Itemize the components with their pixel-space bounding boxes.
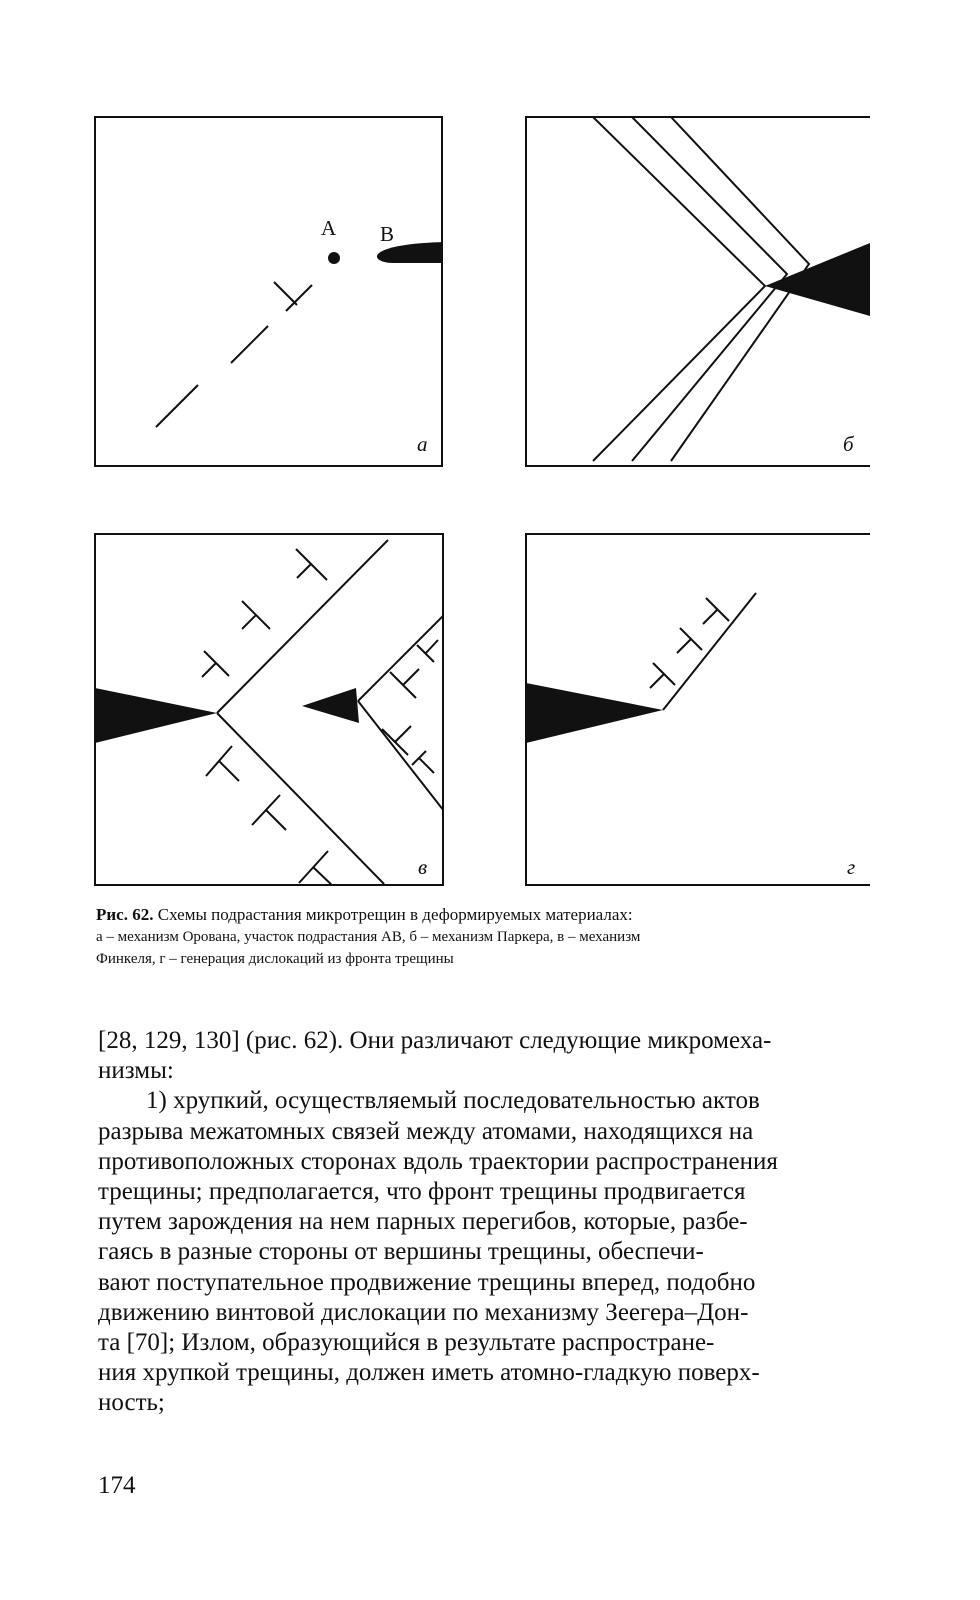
body-text	[98, 1026, 868, 1419]
body-line: движению винтовой дислокации по механизму Зеегера–Дон-	[98, 1298, 749, 1326]
body-line: гаясь в разные стороны от вершины трещины, обеспечи-	[98, 1238, 704, 1266]
panel-letter-b: б	[843, 432, 854, 456]
body-line: разрыва межатомных связей между атомами, находящихся на	[98, 1117, 754, 1145]
figure-panel-a	[94, 116, 443, 467]
figure-caption	[96, 904, 871, 970]
body-line: вают поступательное продвижение трещины вперед, подобно	[98, 1268, 756, 1296]
panel-letter-g: г	[847, 855, 856, 879]
dislocation-generation-diagram	[525, 533, 870, 886]
figure-panel-v	[94, 533, 444, 886]
caption-line-3: Финкеля, г – генерация дислокаций из фронта трещины	[96, 951, 454, 967]
point-label-b: B	[380, 222, 395, 246]
body-line: та [70]; Излом, образующийся в результате распростране-	[98, 1329, 715, 1357]
caption-text: Схемы подрастания микротрещин в деформируемых материалах:	[157, 905, 633, 924]
body-line: 1) хрупкий, осуществляемый последовательностью актов	[146, 1087, 760, 1115]
oroan-mechanism-diagram	[94, 116, 443, 467]
body-line: путем зарождения на нем парных перегибов, которые, разбе-	[98, 1208, 748, 1236]
body-line: ность;	[98, 1389, 165, 1417]
main-crack	[95, 688, 217, 743]
body-line: [28, 129, 130] (рис. 62). Они различают следующие микромеха-	[98, 1027, 772, 1054]
caption-prefix: Рис. 62.	[96, 905, 154, 924]
crack-wedge	[526, 683, 663, 743]
body-line: ния хрупкой трещины, должен иметь атомно-гладкую поверх-	[98, 1359, 760, 1387]
page-number: 174	[98, 1472, 136, 1499]
point-label-a: A	[321, 216, 337, 240]
body-line: трещины; предполагается, что фронт трещины продвигается	[98, 1178, 746, 1206]
point-a-dot	[328, 252, 340, 264]
parker-mechanism-diagram	[525, 116, 870, 467]
secondary-crack	[302, 688, 359, 723]
panel-letter-a: а	[417, 432, 428, 456]
body-line: низмы:	[98, 1057, 174, 1085]
figure-panel-b	[525, 116, 870, 467]
finkel-mechanism-diagram	[94, 533, 444, 886]
caption-line-1	[96, 904, 871, 926]
panel-letter-v: в	[418, 855, 428, 879]
caption-line-2: а – механизм Орована, участок подрастания AB, б – механизм Паркера, в – механизм	[96, 929, 641, 945]
body-line: противоположных сторонах вдоль траектории распространения	[98, 1147, 778, 1175]
figure-panel-g	[525, 533, 870, 886]
